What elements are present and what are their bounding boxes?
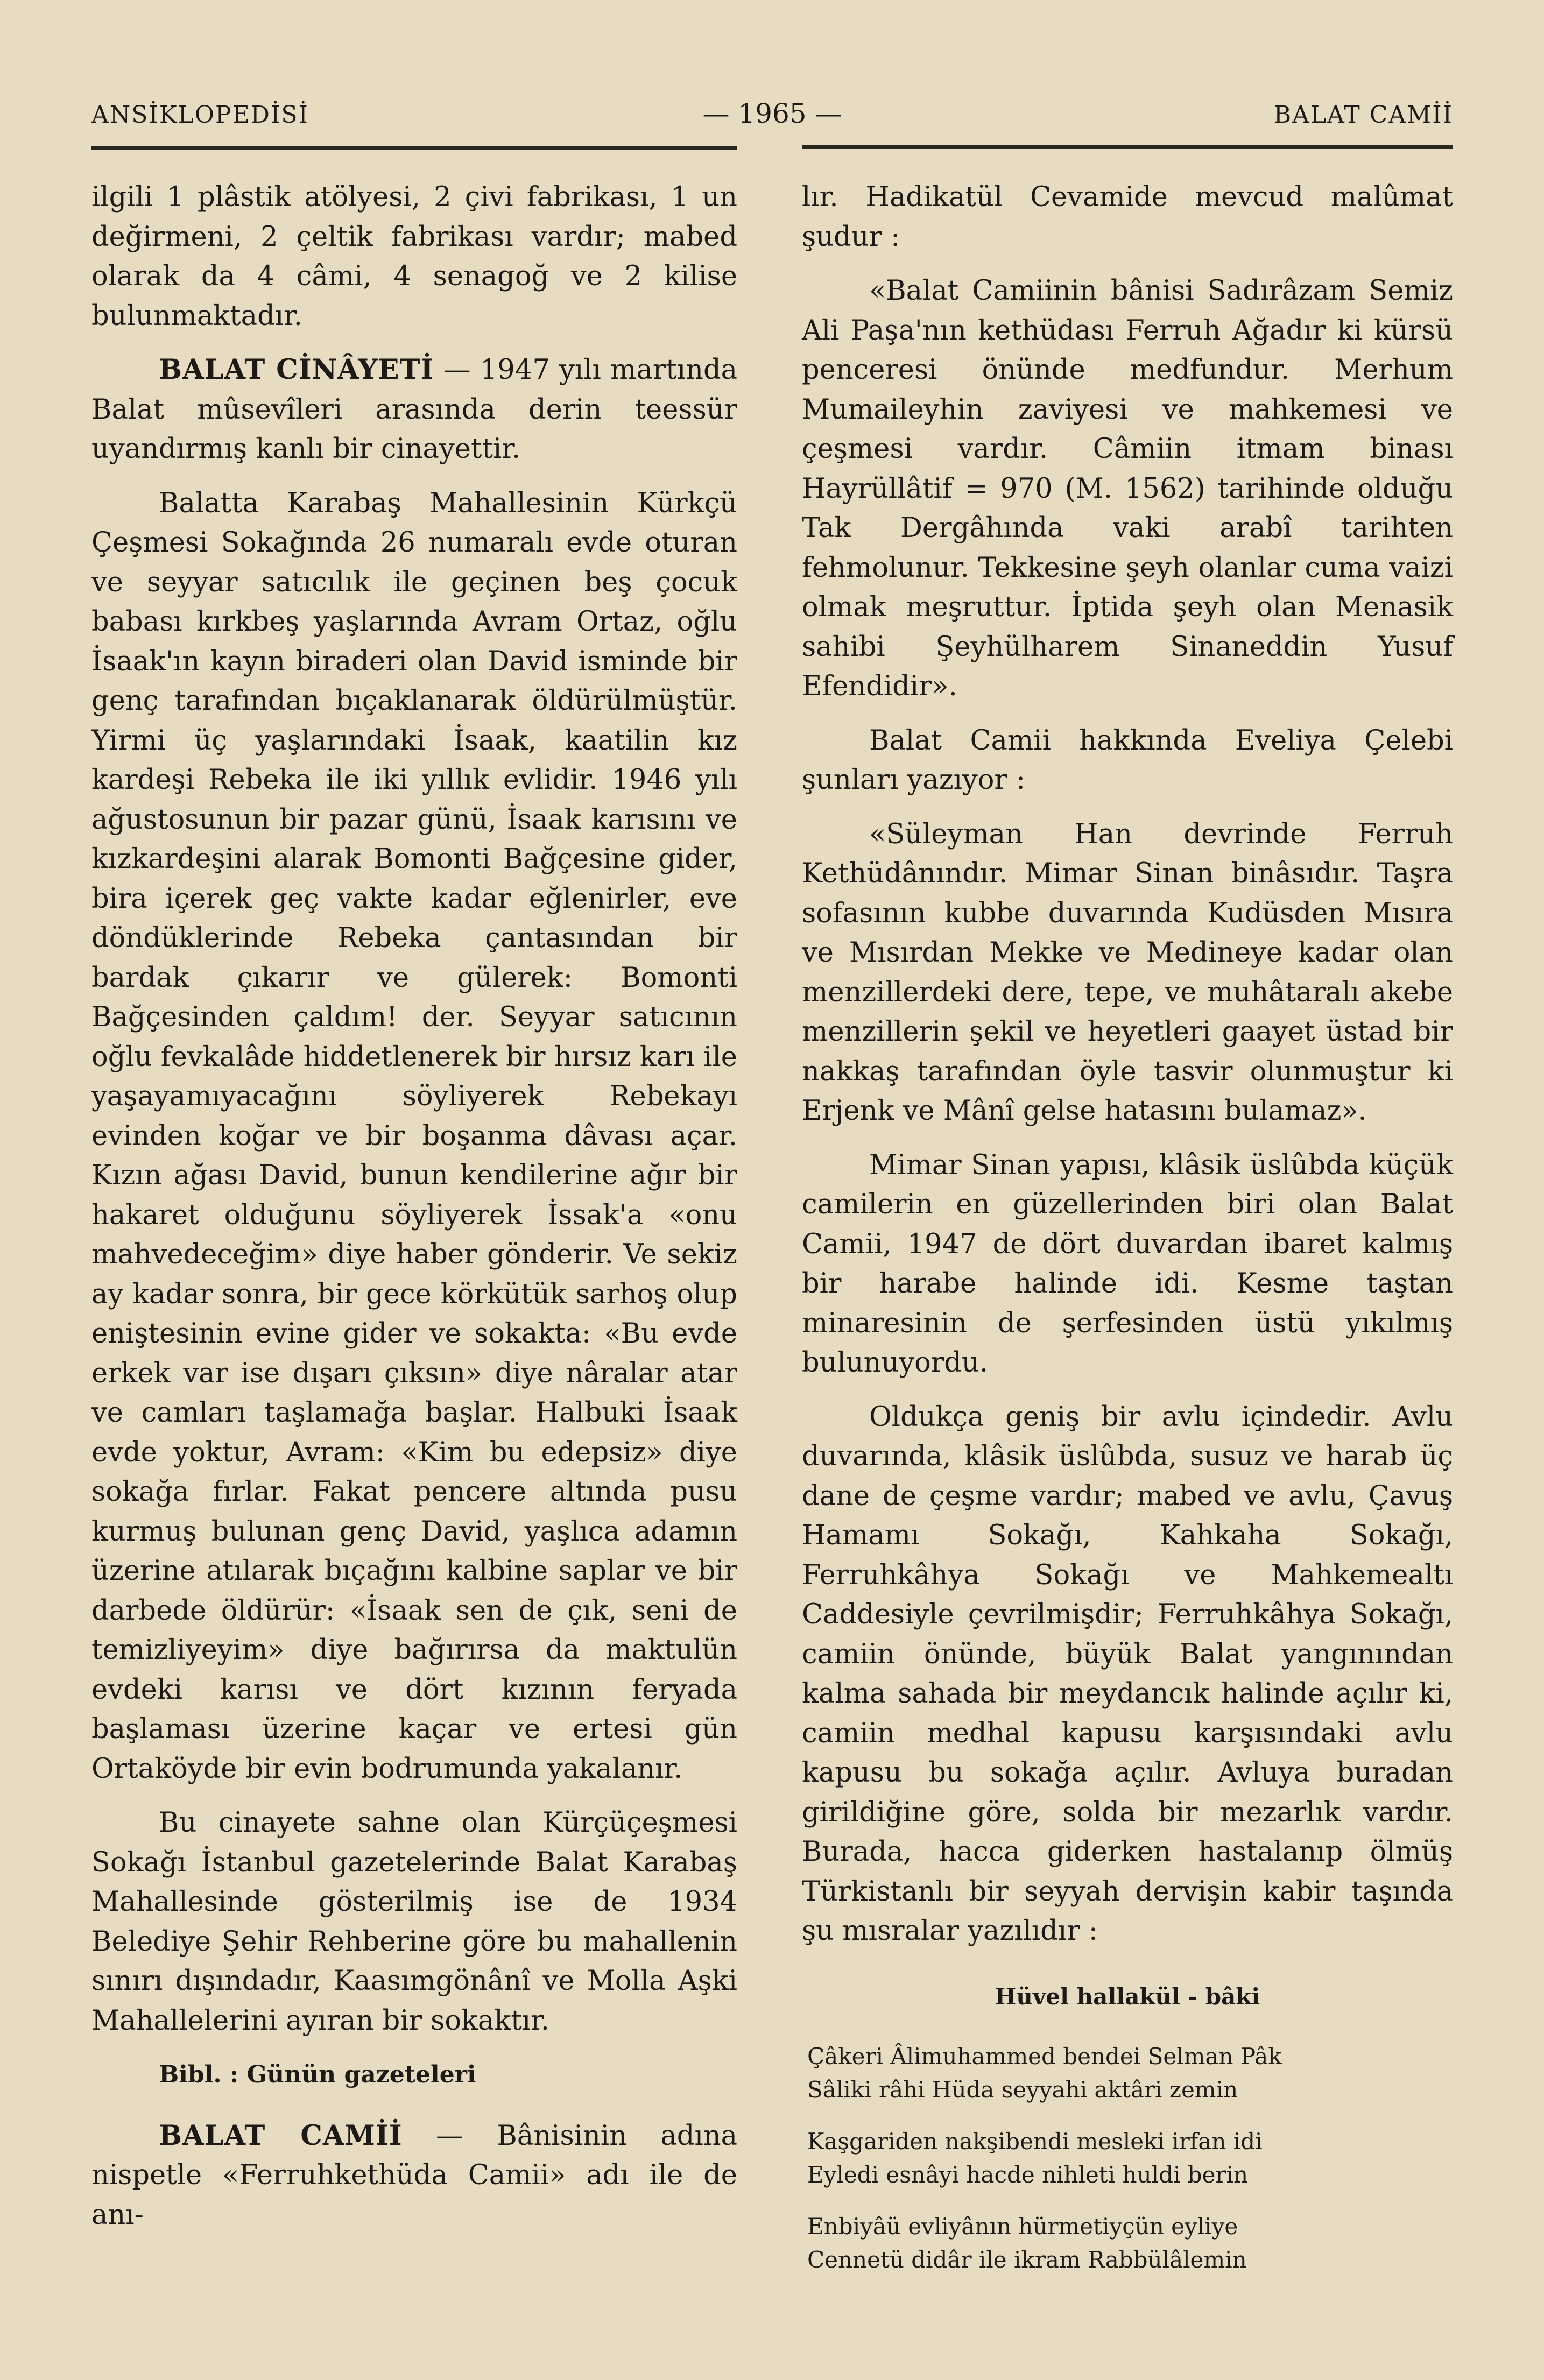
quote-paragraph: «Süleyman Han devrinde Ferruh Kethüdânındır. Mimar Sinan binâsıdır. Taşra sofasının kubbe duvarında Kudüsden Mısıra ve Mısırdan Mekke ve Medineye kadar olan menzillerdeki dere, tepe, ve muhâtaralı akebe menzillerin şekil ve heyetleri gaayet üstad bir nakkaş tarafından öyle tasvir olunmuştur ki Erjenk ve Mânî gelse hatasını bulamaz».	[802, 818, 1453, 1127]
entry-title: BALAT CİNÂYETİ	[159, 354, 434, 386]
entry-text: — Bânisinin adına nispetle «Ferruhkethüda Camii» adı ile de anı-	[91, 2120, 738, 2231]
page-number: — 1965 —	[702, 98, 842, 129]
running-head-right: BALAT CAMİİ	[1273, 101, 1453, 129]
paragraph: Oldukça geniş bir avlu içindedir. Avlu duvarında, klâsik üslûbda, susuz ve harab üç dane de çeşme vardır; mabed ve avlu, Çavuş Hamamı Sokağı, Kahkaha Sokağı, Ferruhkâhya Sokağı ve Mahkemealtı Caddesiyle çevrilmişdir; Ferruhkâhya Sokağı, camiin önünde, büyük Balat yangınından kalma sahada bir meydancık halinde açılır ki, camiin medhal kapusu karşısındaki avlu kapusu bu sokağa açılır. Avluya buradan girildiğine göre, solda bir mezarlık vardır. Burada, hacca giderken hastalanıp ölmüş Türkistanlı bir seyyah dervişin kabir taşında şu mısralar yazılıdır :	[802, 1401, 1453, 1947]
paragraph: Balat Camii hakkında Eveliya Çelebi şunları yazıyor :	[802, 724, 1453, 796]
running-head-left: ANSİKLOPEDİSİ	[91, 101, 309, 129]
quote-paragraph: «Balat Camiinin bânisi Sadırâzam Semiz Ali Paşa'nın kethüdası Ferruh Ağadır ki kürsü penceresi önünde medfundur. Merhum Mumaileyhin zaviyesi ve mahkemesi ve çeşmesi vardır. Câmiin itmam binası Hayrüllâtif = 970 (M. 1562) tarihinde olduğu Tak Dergâhında vaki arabî tarihten fehmolunur. Tekkesine şeyh olanlar cuma vaizi olmak meşruttur. İptida şeyh olan Menasik sahibi Şeyhülharem Sinaneddin Yusuf Efendidir».	[802, 275, 1453, 702]
epitaph-line: Sâliki râhi Hüda seyyahi aktâri zemin	[807, 2077, 1238, 2103]
left-column	[91, 178, 737, 2249]
header-rule-left	[91, 146, 737, 150]
paragraph: Mimar Sinan yapısı, klâsik üslûbda küçük camilerin en güzellerinden biri olan Balat Camii, 1947 de dört duvardan ibaret kalmış bir harabe halinde idi. Kesme taştan minaresinin de şerfesinden üstü yıkılmış bulunuyordu.	[802, 1149, 1453, 1379]
epitaph-line: Eyledi esnâyi hacde nihleti huldi berin	[807, 2162, 1249, 2188]
header-rule-right	[802, 145, 1453, 149]
epitaph-line: Çâkeri Âlimuhammed bendei Selman Pâk	[807, 2043, 1282, 2070]
epitaph-stanza	[802, 2125, 1453, 2192]
epitaph-stanza	[802, 2210, 1453, 2277]
bibliography: Bibl. : Günün gazeteleri	[159, 2061, 476, 2088]
paragraph: lır. Hadikatül Cevamide mevcud malûmat şudur :	[802, 181, 1453, 253]
epitaph-line: Cennetü didâr ile ikram Rabbülâlemin	[807, 2247, 1247, 2273]
epitaph-title: Hüvel hallakül - bâki	[995, 1983, 1260, 2010]
page-header	[91, 91, 1453, 135]
epitaph-line: Kaşgariden nakşibendi mesleki irfan idi	[807, 2128, 1263, 2155]
paragraph: ilgili 1 plâstik atölyesi, 2 çivi fabrikası, 1 un değirmeni, 2 çeltik fabrikası vardır; mabed olarak da 4 câmi, 4 senagoğ ve 2 kilise bulunmaktadır.	[91, 181, 737, 332]
entry-title: BALAT CAMİİ	[159, 2119, 403, 2152]
epitaph-line: Enbiyâü evliyânın hürmetiyçün eyliye	[807, 2213, 1238, 2240]
right-column	[802, 178, 1453, 2295]
entry-text: — 1947 yılı martında Balat mûsevîleri arasında derin teessür uyandırmış kanlı bir cinayettir.	[91, 354, 737, 465]
epitaph-stanza	[802, 2040, 1453, 2107]
paragraph: Balatta Karabaş Mahallesinin Kürkçü Çeşmesi Sokağında 26 numaralı evde oturan ve seyyar satıcılık ile geçinen beş çocuk babası kırkbeş yaşlarında Avram Ortaz, oğlu İsaak'ın kayın biraderi olan David isminde bir genç tarafından bıçaklanarak öldürülmüştür. Yirmi üç yaşlarındaki İsaak, kaatilin kız kardeşi Rebeka ile iki yıllık evlidir. 1946 yılı ağustosunun bir pazar günü, İsaak karısını ve kızkardeşini alarak Bomonti Bağçesine gider, bira içerek geç vakte kadar eğlenirler, eve döndüklerinde Rebeka çantasından bir bardak çıkarır ve gülerek: Bomonti Bağçesinden çaldım! der. Seyyar satıcının oğlu fevkalâde hiddetlenerek bir hırsız karı ile yaşayamıyacağını söyliyerek Rebekayı evinden koğar ve bir boşanma dâvası açar. Kızın ağası David, bunun kendilerine ağır bir hakaret olduğunu söyliyerek İssak'a «onu mahvedeceğim» diye haber gönderir. Ve sekiz ay kadar sonra, bir gece körkütük sarhoş olup eniştesinin evine gider ve sokakta: «Bu evde erkek var ise dışarı çıksın» diye nâralar atar ve camları taşlamağa başlar. Halbuki İsaak evde yoktur, Avram: «Kim bu edepsiz» diye sokağa fırlar. Fakat pencere altında pusu kurmuş bulunan genç David, yaşlıca adamın üzerine atılarak bıçağını kalbine saplar ve bir darbede öldürür: «İsaak sen de çık, seni de temizliyeyim» diye bağırırsa da maktulün evdeki karısı ve dört kızının feryada başlaması üzerine kaçar ve ertesi gün Ortaköyde bir evin bodrumunda yakalanır.	[91, 487, 737, 1785]
paragraph: Bu cinayete sahne olan Kürçüçeşmesi Sokağı İstanbul gazetelerinde Balat Karabaş Mahallesinde gösterilmiş ise de 1934 Belediye Şehir Rehberine göre bu mahallenin sınırı dışındadır, Kaasımgönânî ve Molla Aşki Mahallelerini ayıran bir sokaktır.	[91, 1807, 737, 2037]
entry-balat-cinayeti	[91, 350, 737, 469]
entry-balat-camii	[91, 2116, 737, 2235]
